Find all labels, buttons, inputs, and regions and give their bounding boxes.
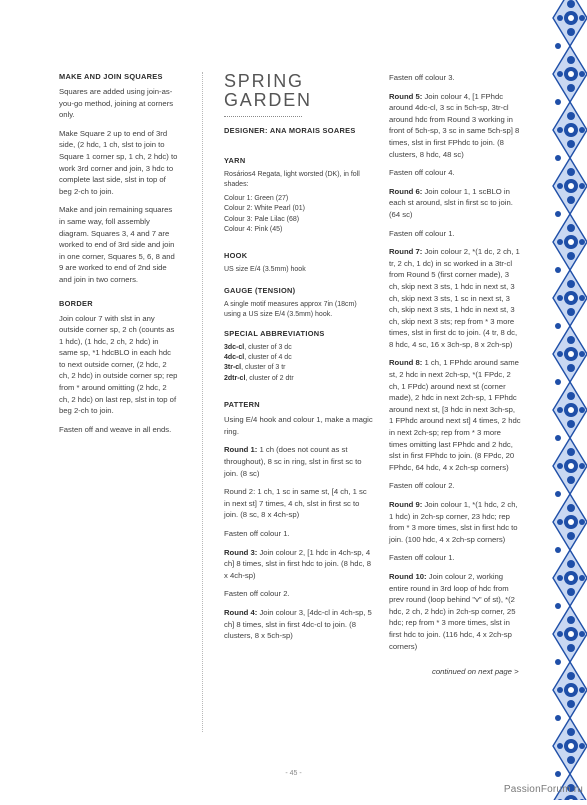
abbreviation-item: 3dc-cl, cluster of 3 dc	[224, 343, 292, 351]
border-tile	[553, 267, 587, 326]
border-tile	[553, 491, 587, 550]
gauge-text: A single motif measures approx 7in (18cm) using a US size E/4 (3.5mm) hook.	[224, 300, 357, 319]
column-middle	[224, 72, 374, 649]
fasten-off-5: Fasten off colour 1.	[389, 228, 455, 238]
pattern-title	[224, 72, 374, 110]
round-6: Round 6: Join colour 1, 1 scBLO in each st around, slst in first sc to join. (64 sc)	[389, 186, 513, 219]
title-dotted-rule	[224, 116, 302, 120]
pattern-intro: Using E/4 hook and colour 1, make a magic ring.	[224, 415, 373, 436]
decorative-tile-border	[550, 0, 587, 800]
border-tile	[553, 43, 587, 102]
fasten-off-3: Fasten off colour 3.	[389, 73, 455, 82]
round-10: Round 10: Join colour 2, working entire round in 3rd loop of hdc from prev round (loop behind "v" of st), *(2 hdc, 2 ch, 2 hdc) in 2ch-sp corner, 25 hdc; rep from * 3 more times, slst in first hdc to join. (116 hdc, 4 x 2ch-sp corners)	[389, 571, 516, 651]
round-4: Round 4: Join colour 3, [4dc-cl in 4ch-sp, 5 ch] 8 times, slst in first 4dc-cl to join. (8 clusters, 8 x 5ch-sp)	[224, 608, 372, 641]
fasten-off-1: Fasten off colour 1.	[224, 529, 290, 539]
colour-item: Colour 2: White Pearl (01)	[224, 205, 305, 213]
border-tile	[553, 323, 587, 382]
round-7: Round 7: Join colour 2, *(1 dc, 2 ch, 1 tr, 2 ch, 1 dc) in sc worked in a 3tr-cl from Round 5 (first corner made), 3 ch, skip next 3 sts, 1 hdc in next st, 3 ch, skip next 3 sts, 1 sc in next st, 3 ch, skip next 3 sts, 1 hdc in next st, 3 ch, skip next 3 sts; rep from * 3 more times, slst in first dc to join. (4 tr, 8 dc, 8 hdc, 4 sc, 16 x 3ch-sp, 8 x 2ch-sp)	[389, 247, 520, 349]
tile-border-pattern-icon	[550, 0, 587, 800]
round-1: Round 1: 1 ch (does not count as st throughout), 8 sc in ring, slst in first sc to join. (8 sc)	[224, 445, 362, 478]
border-tile	[553, 211, 587, 270]
designer-credit: DESIGNER: ANA MORAIS SOARES	[224, 126, 356, 135]
column-left	[59, 72, 179, 442]
hook-heading: HOOK	[224, 251, 248, 261]
round-3: Round 3: Join colour 2, [1 hdc in 4ch-sp, 4 ch] 8 times, slst in first hdc to join. (8 hdc, 8 x 4ch-sp)	[224, 547, 371, 580]
title-line-1: SPRING	[224, 71, 304, 91]
border-tile	[553, 379, 587, 438]
fasten-off-4: Fasten off colour 4.	[389, 168, 455, 178]
border-tile	[553, 99, 587, 158]
round-2: Round 2: 1 ch, 1 sc in same st, [4 ch, 1 sc in next st] 7 times, 4 ch, slst in first sc to join. (8 sc, 8 x 4ch-sp)	[224, 487, 367, 520]
fasten-off-6: Fasten off colour 2.	[389, 481, 455, 491]
abbreviations-list	[224, 343, 374, 385]
round-8: Round 8: 1 ch, 1 FPhdc around same st, 2 hdc in next 2ch-sp, *(1 FPdc, 2 ch, 1 FPdc) around next st (corner made), 2 hdc in next 2ch-sp, 1 FPhdc around next st, [3 hdc in next 3ch-sp, 1 FPhdc around next st] 4 times, 2 hdc in next 2ch-sp; rep from * 3 more times omitting last FPhdc and 2 hdc, slst in first FPhdc to join. (8 FPdc, 20 FPhdc, 64 hdc, 4 x 2ch-sp corners)	[389, 358, 521, 472]
border-text: Join colour 7 with slst in any outside corner sp, 2 ch (counts as 1 hdc), (1 hdc, 2 ch, 2 hdc) in same sp, *1 hdcBLO in each hdc to next outside corner, (2 hdc, 2 ch, 2 hdc) in outside corner sp; rep from * around omitting (2 hdc, 2 ch, 2 hdc) on last rep, slst in top of beg 2-ch to join.	[59, 313, 178, 416]
column-divider	[202, 72, 203, 732]
border-tile	[553, 0, 587, 46]
title-line-2: GARDEN	[224, 90, 312, 110]
border-tile	[553, 603, 587, 662]
pattern-heading: PATTERN	[224, 400, 260, 410]
abbreviation-item: 2dtr-cl, cluster of 2 dtr	[224, 374, 294, 382]
fasten-off-2: Fasten off colour 2.	[224, 589, 290, 599]
round-9: Round 9: Join colour 1, *(1 hdc, 2 ch, 1 hdc) in 2ch-sp corner, 23 hdc; rep from * 3 more times, slst in first hdc to join. (100 hdc, 4 x 2ch-sp corners)	[389, 500, 518, 544]
border-tile	[553, 435, 587, 494]
colour-item: Colour 1: Green (27)	[224, 194, 289, 202]
border-heading: BORDER	[59, 298, 93, 308]
gauge-heading: GAUGE (TENSION)	[224, 285, 296, 295]
make-join-text-1: Squares are added using join-as-you-go method, joining at corners only.	[59, 87, 174, 120]
abbreviations-heading: SPECIAL ABBREVIATIONS	[224, 328, 325, 338]
round-5: Round 5: Join colour 4, [1 FPhdc around 4dc-cl, 3 sc in 5ch-sp, 3tr-cl around hdc from Round 3 working in front of 5ch-sp, 3 sc in same 5ch-sp] 8 times, slst in first FPhdc to join. (8 clusters, 8 hdc, 48 sc)	[389, 91, 520, 159]
colour-item: Colour 3: Pale Lilac (68)	[224, 215, 300, 223]
make-join-text-3: Make and join remaining squares in same way, foll assembly diagram. Squares 3, 4 and 7 are worked to end of 3rd side and join in one corner, Squares 5, 6, 8 and 9 are worked to end of 2nd side and join in two corners.	[59, 205, 175, 284]
fasten-off-7: Fasten off colour 1.	[389, 553, 455, 563]
border-tile	[553, 155, 587, 214]
colour-item: Colour 4: Pink (45)	[224, 226, 283, 234]
watermark: PassionForum.ru	[503, 784, 583, 795]
hook-text: US size E/4 (3.5mm) hook	[224, 266, 306, 274]
column-right	[389, 72, 521, 659]
border-tile	[553, 659, 587, 718]
border-tile	[553, 715, 587, 774]
abbreviation-item: 3tr-cl, cluster of 3 tr	[224, 364, 286, 372]
yarn-heading: YARN	[224, 156, 246, 165]
yarn-description: Rosários4 Regata, light worsted (DK), in foll shades:	[224, 171, 360, 189]
make-join-heading: MAKE AND JOIN SQUARES	[59, 72, 163, 81]
border-tile	[553, 547, 587, 606]
page-number: - 45 -	[285, 770, 302, 777]
make-join-text-2: Make Square 2 up to end of 3rd side, (2 hdc, 1 ch, slst to join to Square 1 corner sp, 1 ch, 2 hdc) to work 3rd corner and join, 3 hdc to complete last side, slst in top of beg 2-ch to join.	[59, 128, 178, 196]
weave-text: Fasten off and weave in all ends.	[59, 424, 172, 434]
abbreviation-item: 4dc-cl, cluster of 4 dc	[224, 354, 292, 362]
colour-list	[224, 194, 374, 236]
continued-link[interactable]: continued on next page >	[432, 667, 519, 676]
